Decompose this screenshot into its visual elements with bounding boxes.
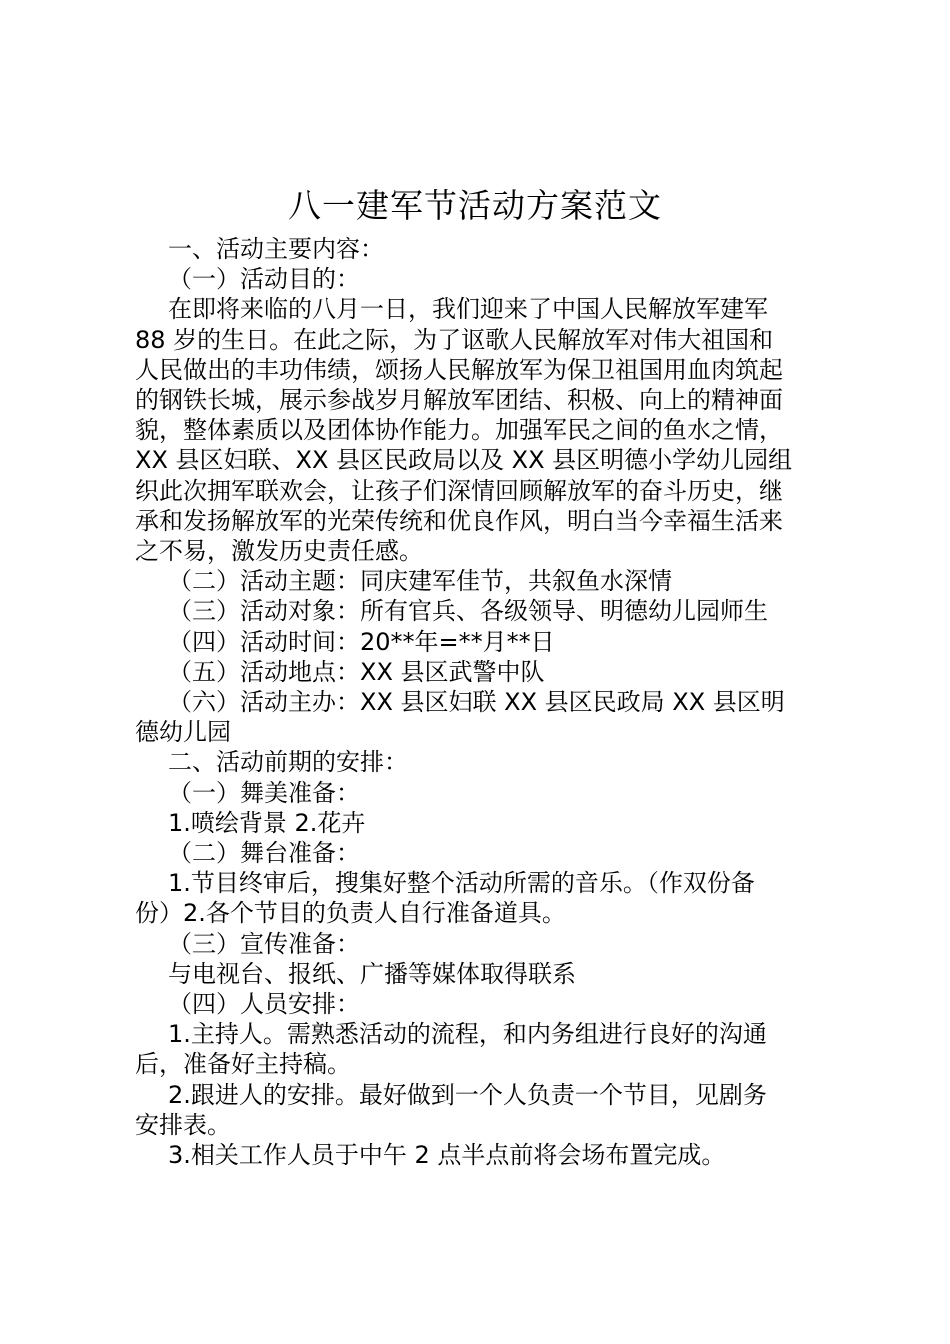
activity-organizer-cont: 德幼儿园 — [135, 718, 231, 747]
subsection-heading: （一）舞美准备： — [168, 778, 360, 807]
list-line: 份）2.各个节目的负责人自行准备道具。 — [135, 899, 566, 928]
paragraph-line: XX 县区妇联、XX 县区民政局以及 XX 县区明德小学幼儿园组 — [135, 446, 793, 475]
paragraph-line: 的钢铁长城，展示参战岁月解放军团结、积极、向上的精神面 — [135, 386, 783, 415]
paragraph-line: 承和发扬解放军的光荣传统和优良作风，明白当今幸福生活来 — [135, 506, 783, 535]
subsection-heading: （四）人员安排： — [168, 990, 360, 1019]
activity-organizer: （六）活动主办：XX 县区妇联 XX 县区民政局 XX 县区明 — [168, 688, 785, 717]
subsection-heading: （三）宣传准备： — [168, 929, 360, 958]
list-line: 与电视台、报纸、广播等媒体取得联系 — [168, 959, 576, 988]
list-line: 1.主持人。需熟悉活动的流程，和内务组进行良好的沟通 — [168, 1020, 767, 1049]
activity-theme: （二）活动主题：同庆建军佳节，共叙鱼水深情 — [168, 567, 672, 596]
activity-location: （五）活动地点：XX 县区武警中队 — [168, 657, 545, 686]
list-line: 后，准备好主持稿。 — [135, 1050, 351, 1079]
subsection-heading: （一）活动目的： — [168, 265, 360, 294]
paragraph-line: 织此次拥军联欢会，让孩子们深情回顾解放军的奋斗历史，继 — [135, 476, 783, 505]
paragraph-line: 人民做出的丰功伟绩，颂扬人民解放军为保卫祖国用血肉筑起 — [135, 355, 783, 384]
list-line: 1.节目终审后，搜集好整个活动所需的音乐。（作双份备 — [168, 869, 755, 898]
list-line: 2.跟进人的安排。最好做到一个人负责一个节目，见剧务 — [168, 1080, 767, 1109]
paragraph-line: 88 岁的生日。在此之际，为了讴歌人民解放军对伟大祖国和 — [135, 325, 774, 354]
list-line: 安排表。 — [135, 1110, 231, 1139]
paragraph-line: 在即将来临的八月一日，我们迎来了中国人民解放军建军 — [168, 295, 768, 324]
activity-audience: （三）活动对象：所有官兵、各级领导、明德幼儿园师生 — [168, 597, 768, 626]
activity-time: （四）活动时间：20**年=**月**日 — [168, 627, 555, 656]
list-line: 1.喷绘背景 2.花卉 — [168, 808, 366, 837]
section-heading: 二、活动前期的安排： — [168, 748, 408, 777]
document-title: 八一建军节活动方案范文 — [288, 186, 662, 225]
document-body — [135, 234, 825, 1170]
paragraph-line: 之不易，激发历史责任感。 — [135, 537, 423, 566]
section-heading: 一、活动主要内容： — [168, 235, 384, 263]
list-line: 3.相关工作人员于中午 2 点半点前将会场布置完成。 — [168, 1141, 726, 1170]
paragraph-line: 貌，整体素质以及团体协作能力。加强军民之间的鱼水之情， — [135, 416, 783, 445]
subsection-heading: （二）舞台准备： — [168, 839, 360, 868]
